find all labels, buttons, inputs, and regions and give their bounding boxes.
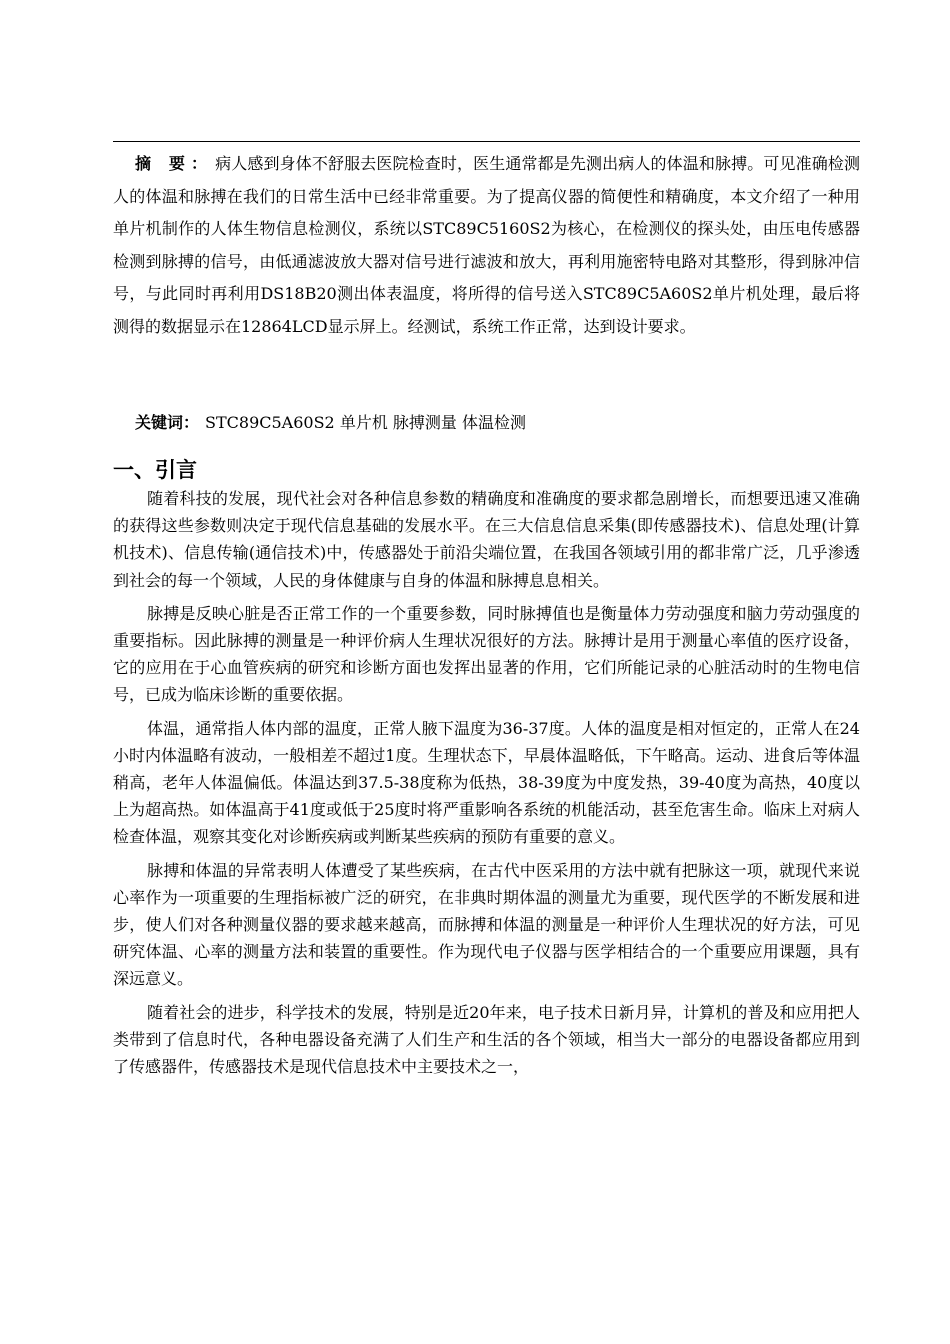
keywords-line [113,408,860,438]
paragraph-3: 体温，通常指人体内部的温度，正常人腋下温度为36-37度。人体的温度是相对恒定的，正常人在24小时内体温略有波动，一般相差不超过1度。生理状态下，早晨体温略低，下午略高。运动、进食后等体温稍高，老年人体温偏低。体温达到37.5-38度称为低热，38-39度为中度发热，39-40度为高热，40度以上为超高热。如体温高于41度或低于25度时将严重影响各系统的机能活动，甚至危害生命。临床上对病人检查体温，观察其变化对诊断疾病或判断某些疾病的预防有重要的意义。 [113,718,860,847]
header-rule [113,141,860,142]
paragraph-5: 随着社会的进步，科学技术的发展，特别是近20年来，电子技术日新月异，计算机的普及和应用把人类带到了信息时代，各种电器设备充满了人们生产和生活的各个领域，相当大一部分的电器设备都应用到了传感器件，传感器技术是现代信息技术中主要技术之一， [113,1002,860,1077]
keywords-text: STC89C5A60S2 单片机 脉搏测量 体温检测 [205,413,526,432]
paragraph-1: 随着科技的发展，现代社会对各种信息参数的精确度和准确度的要求都急剧增长，而想要迅速又准确的获得这些参数则决定于现代信息基础的发展水平。在三大信息信息采集(即传感器技术)、信息处理(计算机技术)、信息传输(通信技术)中，传感器处于前沿尖端位置，在我国各领域引用的都非常广泛，几乎渗透到社会的每一个领域，人民的身体健康与自身的体温和脉搏息息相关。 [113,489,860,590]
paragraph-2: 脉搏是反映心脏是否正常工作的一个重要参数，同时脉搏值也是衡量体力劳动强度和脑力劳动强度的重要指标。因此脉搏的测量是一种评价病人生理状况很好的方法。脉搏计是用于测量心率值的医疗设备，它的应用在于心血管疾病的研究和诊断方面也发挥出显著的作用，它们所能记录的心脏活动时的生物电信号，已成为临床诊断的重要依据。 [113,603,860,705]
document-page [113,0,860,1344]
paragraph-4: 脉搏和体温的异常表明人体遭受了某些疾病，在古代中医采用的方法中就有把脉这一项，就现代来说心率作为一项重要的生理指标被广泛的研究，在非典时期体温的测量尤为重要，现代医学的不断发展和进步，使人们对各种测量仪器的要求越来越高，而脉搏和体温的测量是一种评价人生理状况的好方法，可见研究体温、心率的测量方法和装置的重要性。作为现代电子仪器与医学相结合的一个重要应用课题，具有深远意义。 [113,860,860,989]
body-text [113,485,860,1086]
keywords-label: 关键词： [135,413,200,432]
abstract-block [113,148,860,343]
abstract-text: 病人感到身体不舒服去医院检查时，医生通常都是先测出病人的体温和脉搏。可见准确检测人的体温和脉搏在我们的日常生活中已经非常重要。为了提高仪器的简便性和精确度，本文介绍了一种用单片机制作的人体生物信息检测仪，系统以STC89C5160S2为核心，在检测仪的探头处，由压电传感器检测到脉搏的信号，由低通滤波放大器对信号进行滤波和放大，再利用施密特电路对其整形，得到脉冲信号，与此同时再利用DS18B20测出体表温度，将所得的信号送入STC89C5A60S2单片机处理，最后将测得的数据显示在12864LCD显示屏上。经测试，系统工作正常，达到设计要求。 [113,154,860,336]
abstract-label: 摘 要： [135,154,214,173]
section-heading: 一、引言 [113,458,197,482]
